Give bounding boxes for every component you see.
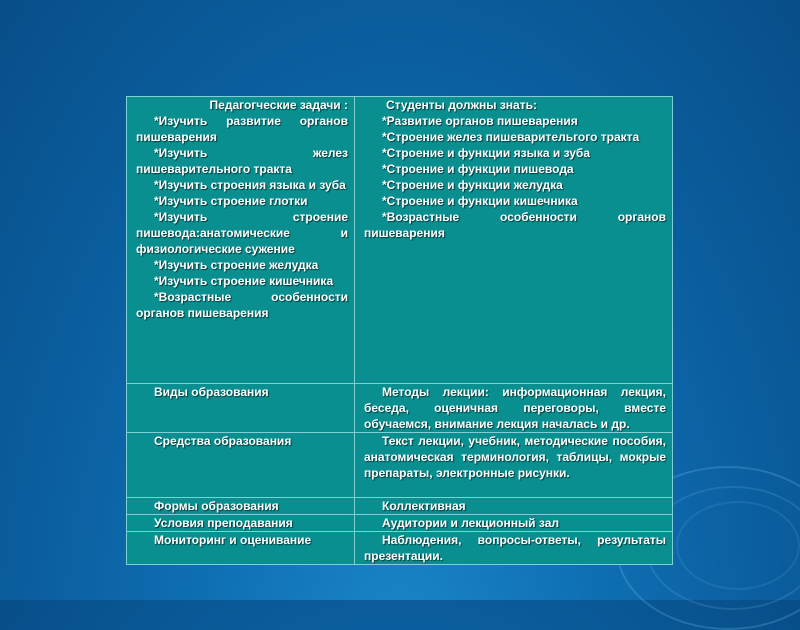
table-row: [127, 515, 673, 532]
row-label: Формы образования: [127, 498, 355, 515]
list-item: *Изучить строение кишечника: [154, 274, 334, 288]
row-value: Текст лекции, учебник, методические пособия, анатомическая терминология, таблицы, мокрые препараты, электронные рисунки.: [355, 433, 673, 498]
decorative-swirl: [676, 501, 800, 590]
row-label: Мониторинг и оценивание: [127, 532, 355, 565]
tasks-cell: [127, 97, 355, 384]
students-title: Студенты должны знать:: [386, 98, 537, 112]
list-item: *Возрастные особенности органов пишеварения: [136, 290, 348, 320]
table-row: [127, 532, 673, 565]
table-row: [127, 384, 673, 433]
list-item: *Изучить строение глотки: [154, 194, 308, 208]
lesson-plan-table: [126, 96, 673, 565]
list-item: *Развитие органов пишеварения: [382, 114, 578, 128]
table-row: [127, 498, 673, 515]
row-label: Виды образования: [127, 384, 355, 433]
list-item: *Строение и функции желудка: [382, 178, 563, 192]
row-value: Методы лекции: информационная лекция, беседа, оценичная переговоры, вместе обучаемся, внимание лекция началась и др.: [355, 384, 673, 433]
tasks-title: Педагогческие задачи :: [209, 98, 348, 112]
row-value: Коллективная: [355, 498, 673, 515]
list-item: *Изучить строение желудка: [154, 258, 319, 272]
list-item: *Строение и функции кишечника: [382, 194, 578, 208]
list-item: *Строение и функции пишевода: [382, 162, 574, 176]
list-item: *Изучить строения языка и зуба: [154, 178, 346, 192]
list-item: *Строение желез пишеварительгого тракта: [382, 130, 640, 144]
table-row: [127, 97, 673, 384]
list-item: *Изучить желез пишеварительного тракта: [136, 146, 348, 176]
row-label: Условия преподавания: [127, 515, 355, 532]
row-label: Средства образования: [127, 433, 355, 498]
list-item: *Изучить развитие органов пишеварения: [136, 114, 348, 144]
list-item: *Возрастные особенности органов пишеварения: [364, 210, 666, 240]
row-value: Наблюдения, вопросы-ответы, результаты презентации.: [355, 532, 673, 565]
row-value: Аудитории и лекционный зал: [355, 515, 673, 532]
table-row: [127, 433, 673, 498]
list-item: *Изучить строение пишевода:анатомические и физиологические сужение: [136, 210, 348, 256]
list-item: *Строение и функции языка и зуба: [382, 146, 590, 160]
students-cell: [355, 97, 673, 384]
